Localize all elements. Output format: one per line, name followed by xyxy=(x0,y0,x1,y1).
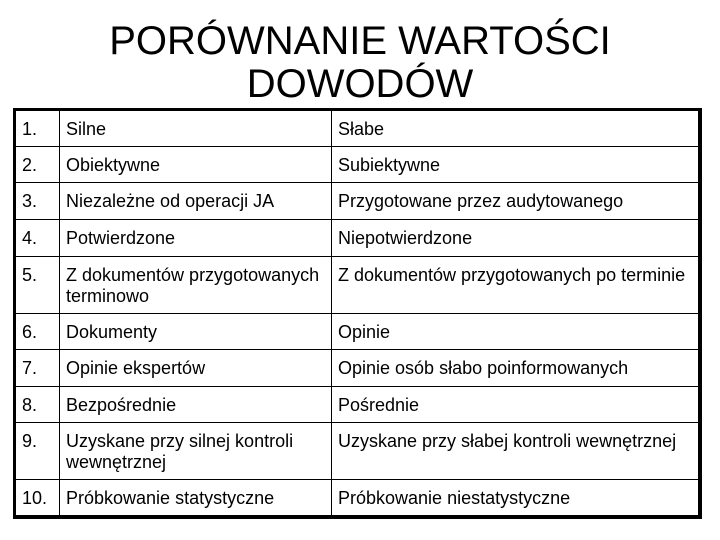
weak-evidence-cell: Słabe xyxy=(332,110,700,147)
strong-evidence-cell: Niezależne od operacji JA xyxy=(60,183,332,220)
row-number: 1. xyxy=(15,110,60,147)
table-row xyxy=(15,183,700,220)
row-number: 5. xyxy=(15,257,60,314)
strong-evidence-cell: Próbkowanie statystyczne xyxy=(60,480,332,518)
weak-evidence-cell: Niepotwierdzone xyxy=(332,220,700,257)
evidence-comparison-table xyxy=(13,108,702,519)
table-row xyxy=(15,480,700,518)
table-row xyxy=(15,387,700,423)
slide-title xyxy=(0,20,720,106)
table-row xyxy=(15,110,700,147)
row-number: 3. xyxy=(15,183,60,220)
table-row xyxy=(15,257,700,314)
row-number: 9. xyxy=(15,423,60,480)
row-number: 7. xyxy=(15,350,60,387)
row-number: 10. xyxy=(15,480,60,518)
weak-evidence-cell: Z dokumentów przygotowanych po terminie xyxy=(332,257,700,314)
weak-evidence-cell: Opinie osób słabo poinformowanych xyxy=(332,350,700,387)
weak-evidence-cell: Przygotowane przez audytowanego xyxy=(332,183,700,220)
strong-evidence-cell: Z dokumentów przygotowanych terminowo xyxy=(60,257,332,314)
weak-evidence-cell: Pośrednie xyxy=(332,387,700,423)
weak-evidence-cell: Opinie xyxy=(332,314,700,350)
row-number: 2. xyxy=(15,147,60,183)
slide-title-line-2: DOWODÓW xyxy=(246,62,474,106)
table-row xyxy=(15,220,700,257)
table-row xyxy=(15,314,700,350)
strong-evidence-cell: Opinie ekspertów xyxy=(60,350,332,387)
weak-evidence-cell: Próbkowanie niestatystyczne xyxy=(332,480,700,518)
strong-evidence-cell: Obiektywne xyxy=(60,147,332,183)
strong-evidence-cell: Potwierdzone xyxy=(60,220,332,257)
table-row xyxy=(15,350,700,387)
strong-evidence-cell: Silne xyxy=(60,110,332,147)
table-row xyxy=(15,423,700,480)
row-number: 8. xyxy=(15,387,60,423)
table-row xyxy=(15,147,700,183)
weak-evidence-cell: Uzyskane przy słabej kontroli wewnętrznej xyxy=(332,423,700,480)
slide-title-line-1: PORÓWNANIE WARTOŚCI xyxy=(109,19,611,63)
strong-evidence-cell: Uzyskane przy silnej kontroli wewnętrznej xyxy=(60,423,332,480)
strong-evidence-cell: Bezpośrednie xyxy=(60,387,332,423)
row-number: 6. xyxy=(15,314,60,350)
row-number: 4. xyxy=(15,220,60,257)
weak-evidence-cell: Subiektywne xyxy=(332,147,700,183)
strong-evidence-cell: Dokumenty xyxy=(60,314,332,350)
